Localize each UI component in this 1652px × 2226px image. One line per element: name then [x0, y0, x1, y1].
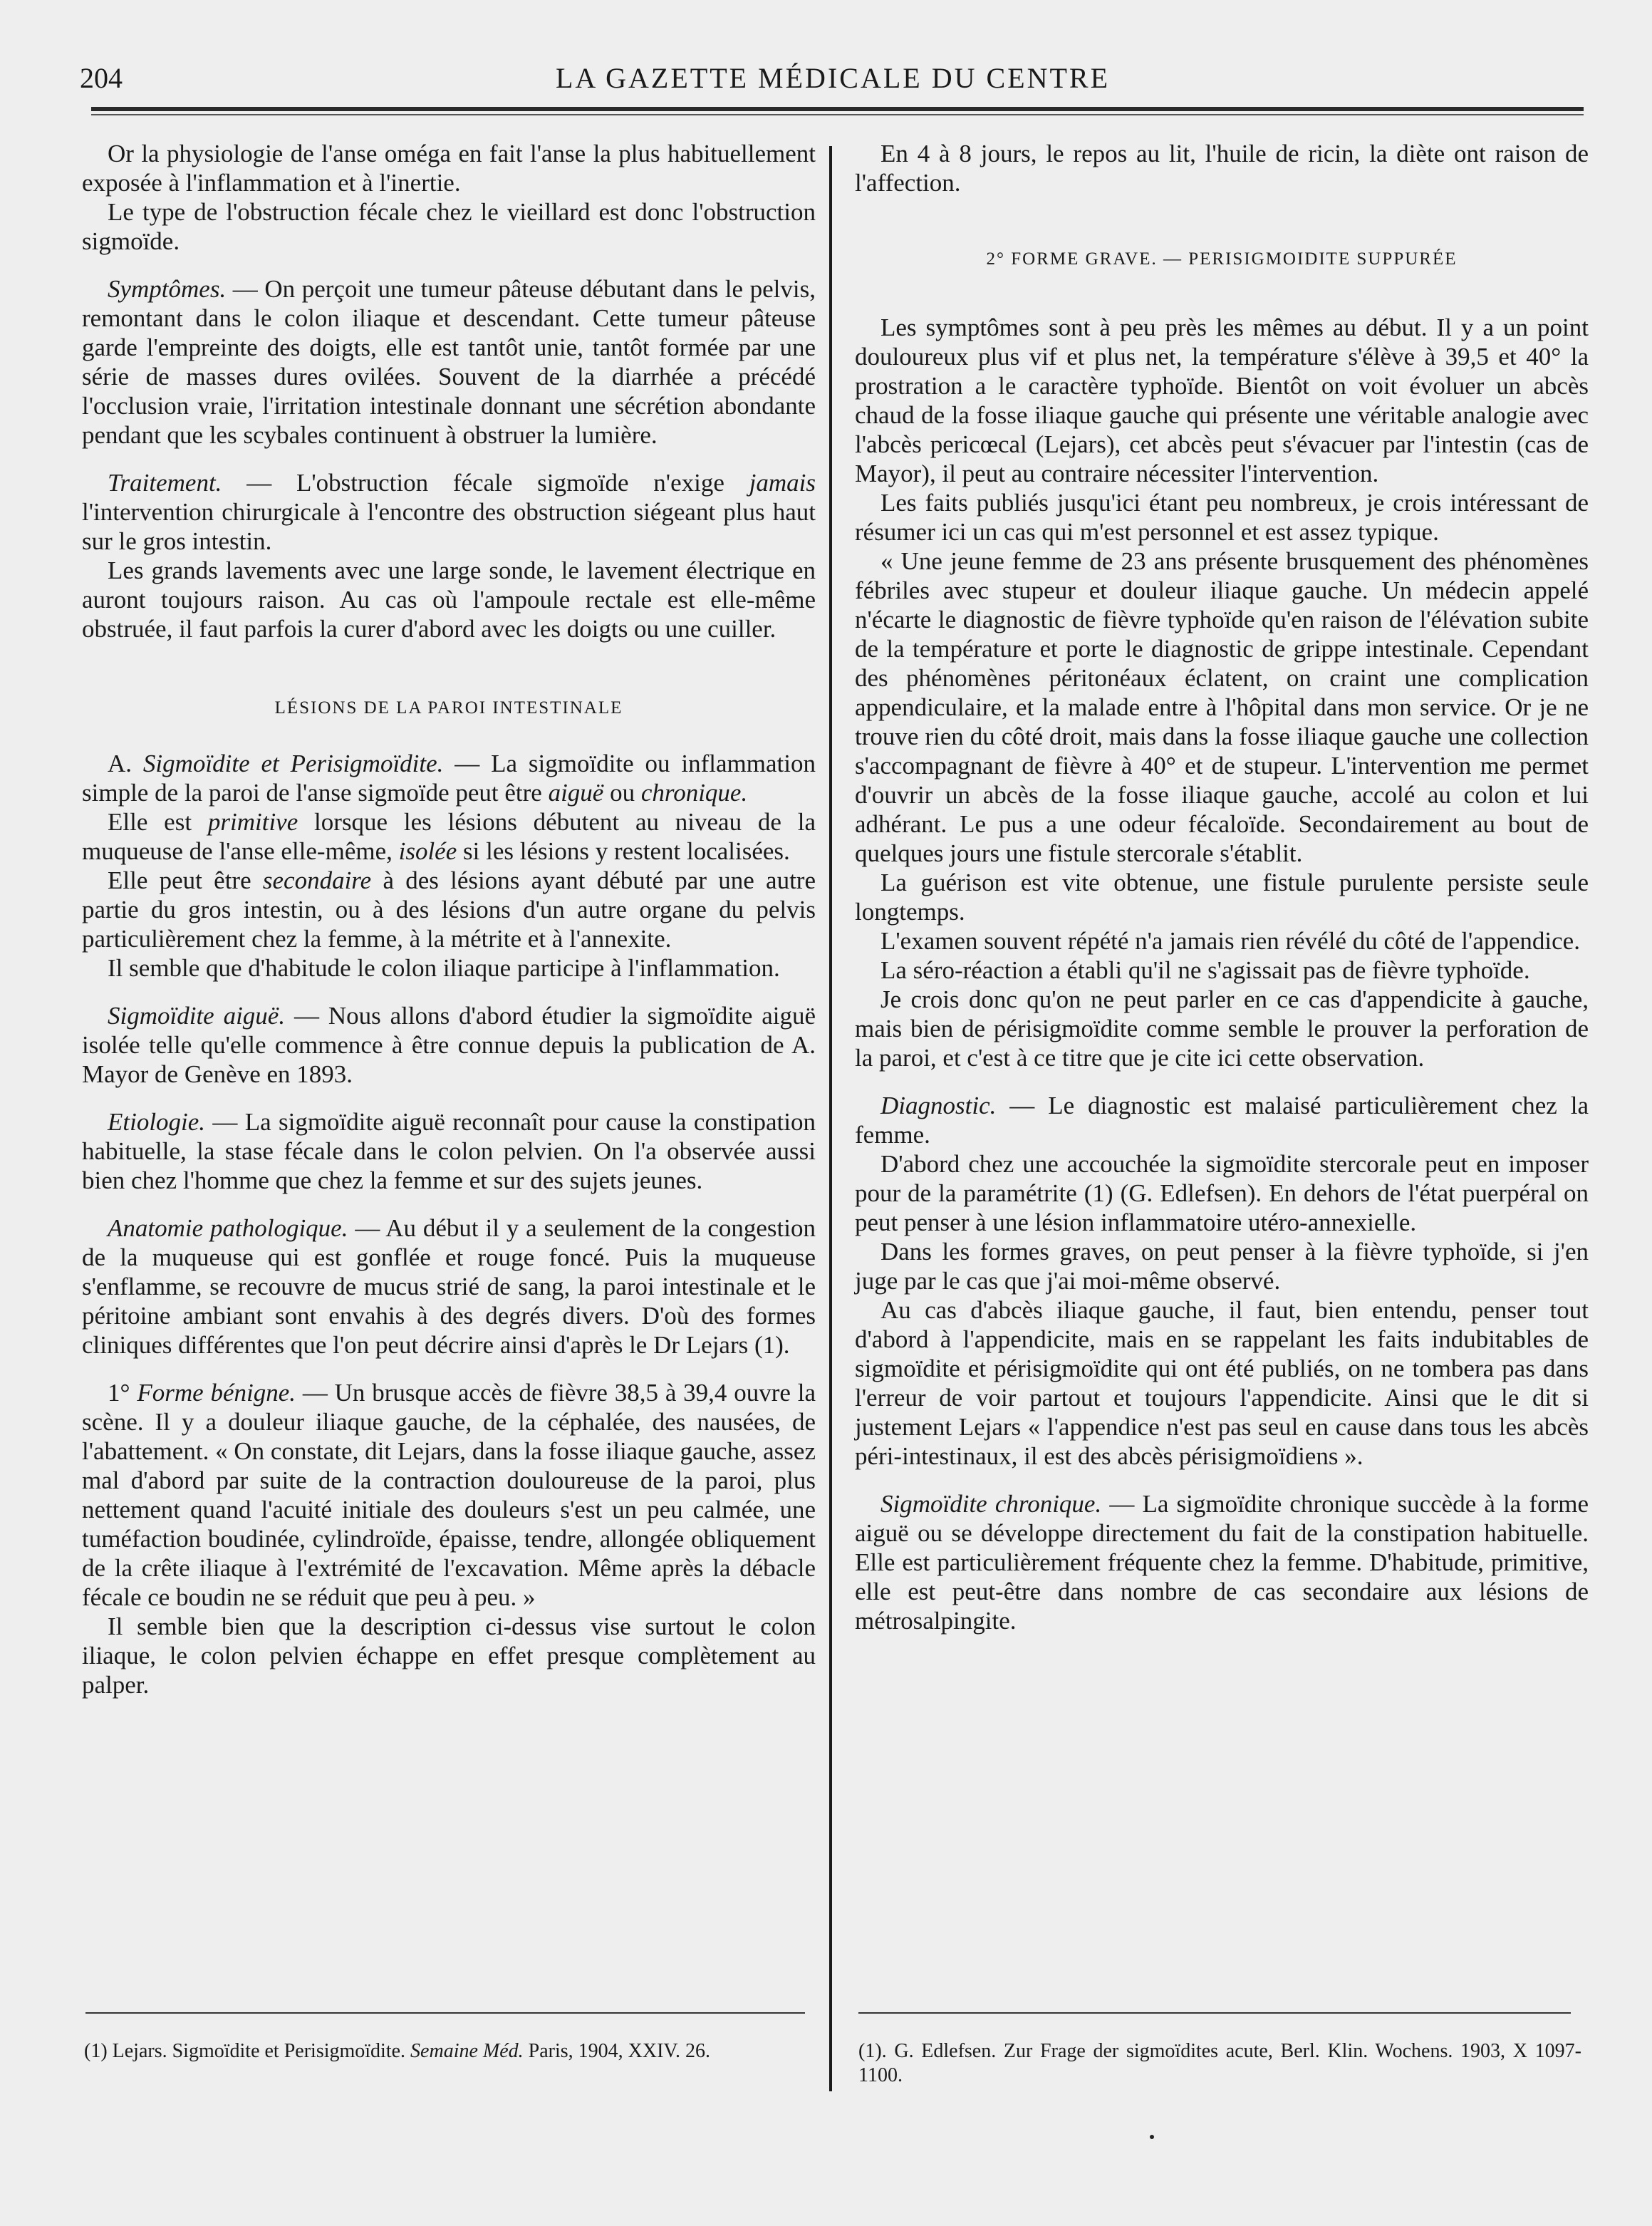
print-speck: [1150, 2135, 1154, 2139]
footnote-left: (1) Lejars. Sigmoïdite et Perisigmoïdite. Semaine Méd. Paris, 1904, XXIV. 26.: [84, 2040, 711, 2062]
paragraph: Je crois donc qu'on ne peut parler en ce cas d'appendicite à gauche, mais bien de périsigmoïdite comme semble le prouver la perforation de la paroi, et c'est à ce titre que je cite ici cette observation.: [855, 985, 1589, 1072]
run-in-heading: Symptômes.: [108, 275, 227, 303]
left-column: [82, 139, 816, 1699]
paragraph: Elle est primitive lorsque les lésions débutent au niveau de la muqueuse de l'anse elle-même, isolée si les lésions y restent localisées.: [82, 808, 816, 865]
paragraph-sigmoidite-chronique: Sigmoïdite chronique. — La sigmoïdite chronique succède à la forme aiguë ou se développe directement du fait de la constipation habituelle. Elle est particulièrement fréquente chez la femme. D'habitude, primitive, elle est peut-être dans nombre de cas secondaire aux lésions de métrosalpingite.: [855, 1490, 1589, 1635]
paragraph: Les faits publiés jusqu'ici étant peu nombreux, je crois intéressant de résumer ici un cas qui m'est personnel et est assez typique.: [855, 489, 1589, 546]
footnote-rule-left: [85, 2012, 805, 2014]
section-heading: 2° FORME GRAVE. — PERISIGMOIDITE SUPPURÉE: [986, 249, 1458, 269]
header-rule-thin: [91, 114, 1584, 115]
paragraph: Les grands lavements avec une large sonde, le lavement électrique en auront toujours raison. Au cas où l'ampoule rectale est elle-même obstruée, il faut parfois la curer d'abord avec les doigts ou une cuiller.: [82, 556, 816, 643]
paragraph: L'examen souvent répété n'a jamais rien révélé du côté de l'appendice.: [880, 927, 1580, 955]
paragraph-sigmoidite-aigue: Sigmoïdite aiguë. — Nous allons d'abord étudier la sigmoïdite aiguë isolée telle qu'elle commence à être connue depuis la publication de A. Mayor de Genève en 1893.: [82, 1002, 816, 1088]
paragraph-etiologie: Etiologie. — La sigmoïdite aiguë reconnaît pour cause la constipation habituelle, la stase fécale dans le colon pelvien. On l'a observée aussi bien chez l'homme que chez la femme et sur des sujets jeunes.: [82, 1108, 816, 1194]
paragraph: Les symptômes sont à peu près les mêmes au début. Il y a un point douloureux plus vif et plus net, la température s'élève à 39,5 et 40° la prostration a le caractère typhoïde. Bientôt on voit évoluer un abcès chaud de la fosse iliaque gauche qui présente une véritable analogie avec l'abcès pericœcal (Lejars), cet abcès peut s'évacuer par l'intestin (cas de Mayor), il peut au contraire nécessiter l'intervention.: [855, 314, 1589, 487]
paragraph: La séro-réaction a établi qu'il ne s'agissait pas de fièvre typhoïde.: [880, 956, 1530, 984]
right-column: [855, 139, 1589, 1635]
footnote-right: (1). G. Edlefsen. Zur Frage der sigmoïdites acute, Berl. Klin. Wochens. 1903, X 1097-1100.: [858, 2040, 1581, 2086]
run-in-heading: Sigmoïdite chronique.: [880, 1490, 1102, 1518]
run-in-heading: Etiologie.: [108, 1108, 206, 1136]
paragraph: La guérison est vite obtenue, une fistule purulente persiste seule longtemps.: [855, 869, 1589, 926]
paragraph-diagnostic: Diagnostic. — Le diagnostic est malaisé particulièrement chez la femme.: [855, 1092, 1589, 1149]
paragraph: Il semble bien que la description ci-dessus vise surtout le colon iliaque, le colon pelvien échappe en effet presque complètement au palper.: [82, 1612, 816, 1699]
paragraph-forme-benigne: 1° Forme bénigne. — Un brusque accès de fièvre 38,5 à 39,4 ouvre la scène. Il y a douleur iliaque gauche, de la céphalée, des nausées, de l'abattement. « On constate, dit Lejars, dans la fosse iliaque gauche, assez mal d'abord par suite de la contraction douloureuse de la paroi, plus nettement quand l'acuité initiale des douleurs s'est un peu calmée, une tuméfaction boudinée, cylindroïde, épaisse, tendre, allongée obliquement de la crête iliaque à l'extrémité de l'excavation. Même après la débacle fécale ce boudin ne se réduit que peu à peu. »: [82, 1379, 816, 1611]
run-in-heading: Sigmoïdite aiguë.: [108, 1002, 286, 1030]
paragraph: Dans les formes graves, on peut penser à la fièvre typhoïde, si j'en juge par le cas que j'ai moi-même observé.: [855, 1238, 1589, 1295]
paragraph-symptomes: Symptômes. — On perçoit une tumeur pâteuse débutant dans le pelvis, remontant dans le colon iliaque et descendant. Cette tumeur pâteuse garde l'empreinte des doigts, elle est tantôt unie, tantôt formée par une série de masses dures ovilées. Souvent de la diarrhée a précédé l'occlusion vraie, l'irritation intestinale donnant une sécrétion abondante pendant que les scybales continuent à obstruer la lumière.: [82, 275, 816, 449]
run-in-heading: Sigmoïdite et Perisigmoïdite.: [142, 750, 444, 777]
run-in-heading: Traitement.: [108, 469, 222, 497]
paragraph-observation: « Une jeune femme de 23 ans présente brusquement des phénomènes fébriles avec stupeur et douleur iliaque gauche. Un médecin appelé n'écarte le diagnostic de fièvre typhoïde qu'en raison de l'élévation subite de la température et porte le diagnostic de grippe intestinale. Cependant des phénomènes péritonéaux éclatent, on craint une complication appendiculaire, et la malade entre à l'hôpital dans mon service. Or je ne trouve rien du côté droit, mais dans la fosse iliaque gauche une collection s'accompagnant de fièvre à 40° et de stupeur. L'intervention me permet d'ouvrir un abcès de la fosse iliaque gauche, accolé au colon et lui adhérant. Le pus a une odeur fécaloïde. Secondairement au bout de quelques jours une fistule stercorale s'établit.: [855, 547, 1589, 867]
paragraph: Il semble que d'habitude le colon iliaque participe à l'inflammation.: [108, 954, 780, 982]
paragraph-sigmoidite: A. Sigmoïdite et Perisigmoïdite. — La sigmoïdite ou inflammation simple de la paroi de l'anse sigmoïde peut être aiguë ou chronique.: [82, 750, 816, 807]
paragraph: Elle peut être secondaire à des lésions ayant débuté par une autre partie du gros intestin, ou à des lésions d'un autre organe du pelvis particulièrement chez la femme, à la métrite et à l'annexite.: [82, 866, 816, 953]
paragraph: D'abord chez une accouchée la sigmoïdite stercorale peut en imposer pour de la paramétrite (1) (G. Edlefsen). En dehors de l'état puerpéral on peut penser à une lésion inflammatoire utéro-annexielle.: [855, 1150, 1589, 1236]
running-title: LA GAZETTE MÉDICALE DU CENTRE: [556, 62, 1111, 94]
paragraph: Or la physiologie de l'anse oméga en fait l'anse la plus habituellement exposée à l'inflammation et à l'inertie.: [82, 140, 816, 197]
run-in-heading: Diagnostic.: [880, 1092, 997, 1119]
run-in-heading: Anatomie pathologique.: [108, 1214, 348, 1242]
header-rule: [91, 107, 1584, 111]
paragraph: En 4 à 8 jours, le repos au lit, l'huile de ricin, la diète ont raison de l'affection.: [855, 140, 1589, 197]
section-heading: LÉSIONS DE LA PAROI INTESTINALE: [274, 698, 623, 718]
paragraph-traitement: Traitement. — L'obstruction fécale sigmoïde n'exige jamais l'intervention chirurgicale à l'encontre des obstruction siégeant plus haut sur le gros intestin.: [82, 469, 816, 555]
paragraph-anatomie: Anatomie pathologique. — Au début il y a seulement de la congestion de la muqueuse qui est gonflée et rouge foncé. Puis la muqueuse s'enflamme, se recouvre de mucus strié de sang, la paroi intestinale et le péritoine ambiant sont envahis à des degrés divers. D'où des formes cliniques différentes que l'on peut décrire ainsi d'après le Dr Lejars (1).: [82, 1214, 816, 1359]
column-divider: [829, 146, 832, 2091]
footnote-rule-right: [858, 2012, 1571, 2014]
paragraph: Le type de l'obstruction fécale chez le vieillard est donc l'obstruction sigmoïde.: [82, 198, 816, 255]
page-number: 204: [80, 62, 123, 94]
paragraph: Au cas d'abcès iliaque gauche, il faut, bien entendu, penser tout d'abord à l'appendicite, mais en se rappelant les faits indubitables de sigmoïdite et périsigmoïdite qui ont été publiés, on ne tombera pas dans l'erreur de voir partout et toujours l'appendicite. Ainsi que le dit si justement Lejars « l'appendice n'est pas seul en cause dans tous les abcès péri-intestinaux, il est des abcès périsigmoïdiens ».: [855, 1296, 1589, 1470]
run-in-heading: Forme bénigne.: [137, 1379, 296, 1407]
